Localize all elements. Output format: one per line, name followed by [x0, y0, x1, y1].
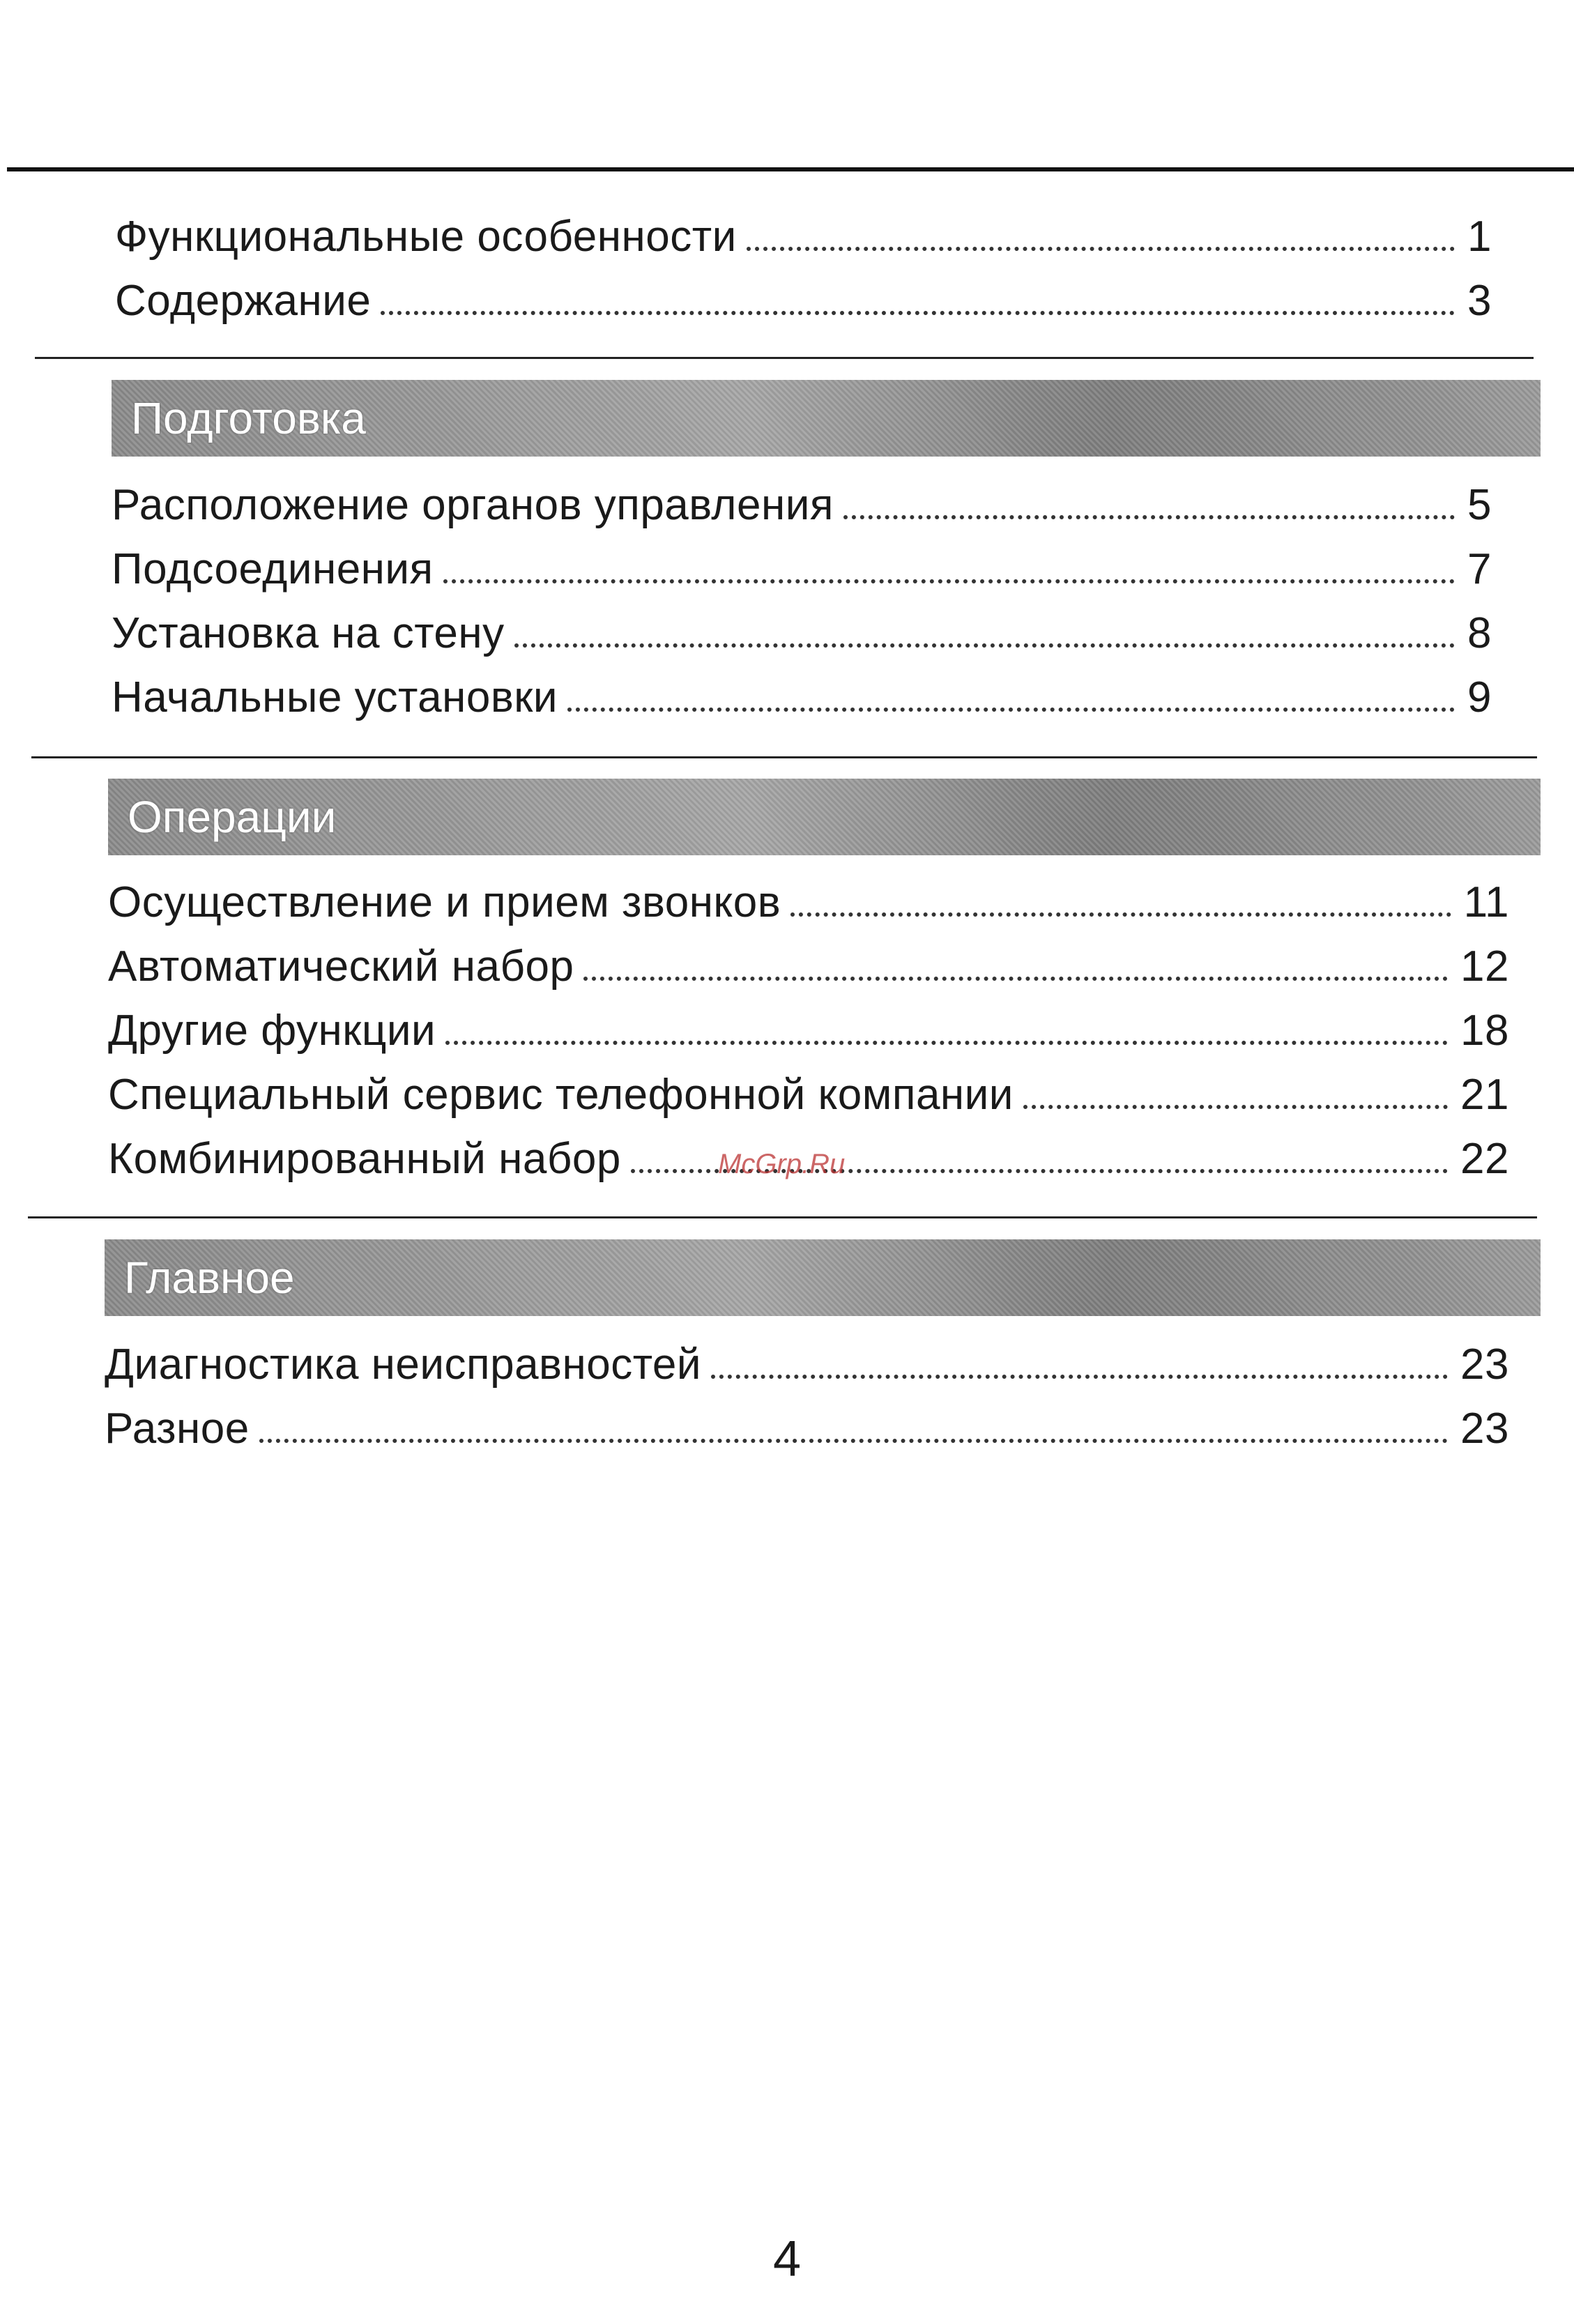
toc-entry-label: Разное — [105, 1405, 250, 1453]
section-divider — [28, 1216, 1537, 1218]
toc-entry-page: 18 — [1460, 1007, 1509, 1055]
toc-entry[interactable] — [112, 670, 1492, 726]
dot-leader — [567, 708, 1455, 712]
toc-entry-label: Установка на стену — [112, 609, 505, 657]
dot-leader — [747, 247, 1455, 251]
toc-entry[interactable] — [112, 542, 1492, 597]
toc-entry-label: Подсоединения — [112, 545, 434, 593]
toc-entry[interactable] — [108, 1067, 1509, 1123]
dot-leader — [790, 912, 1451, 917]
section-header-operations — [108, 779, 1541, 855]
toc-entry-label: Содержание — [115, 277, 372, 325]
toc-entry-label: Другие функции — [108, 1007, 436, 1055]
dot-leader — [711, 1375, 1448, 1379]
page-number: 4 — [772, 2231, 802, 2287]
watermark: McGrp.Ru — [718, 1149, 846, 1179]
toc-entry-page: 3 — [1467, 277, 1492, 325]
dot-leader — [1023, 1105, 1448, 1109]
section-title: Подготовка — [131, 393, 366, 443]
toc-entry[interactable] — [108, 875, 1509, 931]
toc-entry-page: 1 — [1467, 213, 1492, 261]
toc-entry-page: 12 — [1460, 942, 1509, 991]
toc-entry-page: 23 — [1460, 1405, 1509, 1453]
toc-entry-label: Комбинированный набор — [108, 1135, 621, 1183]
dot-leader — [514, 643, 1455, 648]
section-divider — [31, 756, 1537, 758]
top-rule — [7, 167, 1574, 171]
toc-entry-label: Осуществление и прием звонков — [108, 878, 781, 926]
toc-entry[interactable] — [112, 477, 1492, 533]
toc-entry-contents[interactable] — [115, 273, 1492, 329]
toc-entry-label: Расположение органов управления — [112, 481, 834, 529]
toc-entry[interactable] — [108, 939, 1509, 995]
toc-entry-page: 8 — [1467, 609, 1492, 657]
toc-entry-page: 23 — [1460, 1340, 1509, 1389]
dot-leader — [445, 1041, 1448, 1045]
toc-entry[interactable] — [112, 606, 1492, 662]
section-title: Главное — [124, 1253, 295, 1303]
section-header-preparation — [112, 380, 1541, 457]
toc-entry-page: 7 — [1467, 545, 1492, 593]
dot-leader — [843, 515, 1455, 519]
dot-leader — [381, 311, 1455, 315]
toc-entry-page: 11 — [1463, 878, 1509, 926]
section-title: Операции — [128, 792, 337, 842]
toc-entry-label: Диагностика неисправностей — [105, 1340, 702, 1389]
toc-entry-page: 9 — [1467, 673, 1492, 721]
toc-entry-label: Функциональные особенности — [115, 213, 737, 261]
toc-entry[interactable] — [105, 1401, 1509, 1457]
toc-entry-page: 5 — [1467, 481, 1492, 529]
section-header-main — [105, 1239, 1541, 1316]
toc-entry-features[interactable] — [115, 209, 1492, 265]
toc-entry-page: 22 — [1460, 1135, 1509, 1183]
toc-entry[interactable] — [105, 1337, 1509, 1393]
toc-entry-label: Специальный сервис телефонной компании — [108, 1071, 1014, 1119]
toc-entry-page: 21 — [1460, 1071, 1509, 1119]
toc-entry-label: Автоматический набор — [108, 942, 574, 991]
dot-leader — [259, 1439, 1448, 1443]
dot-leader — [443, 579, 1455, 583]
section-divider — [35, 357, 1534, 359]
toc-entry[interactable] — [108, 1003, 1509, 1059]
toc-entry-label: Начальные установки — [112, 673, 558, 721]
dot-leader — [583, 977, 1448, 981]
